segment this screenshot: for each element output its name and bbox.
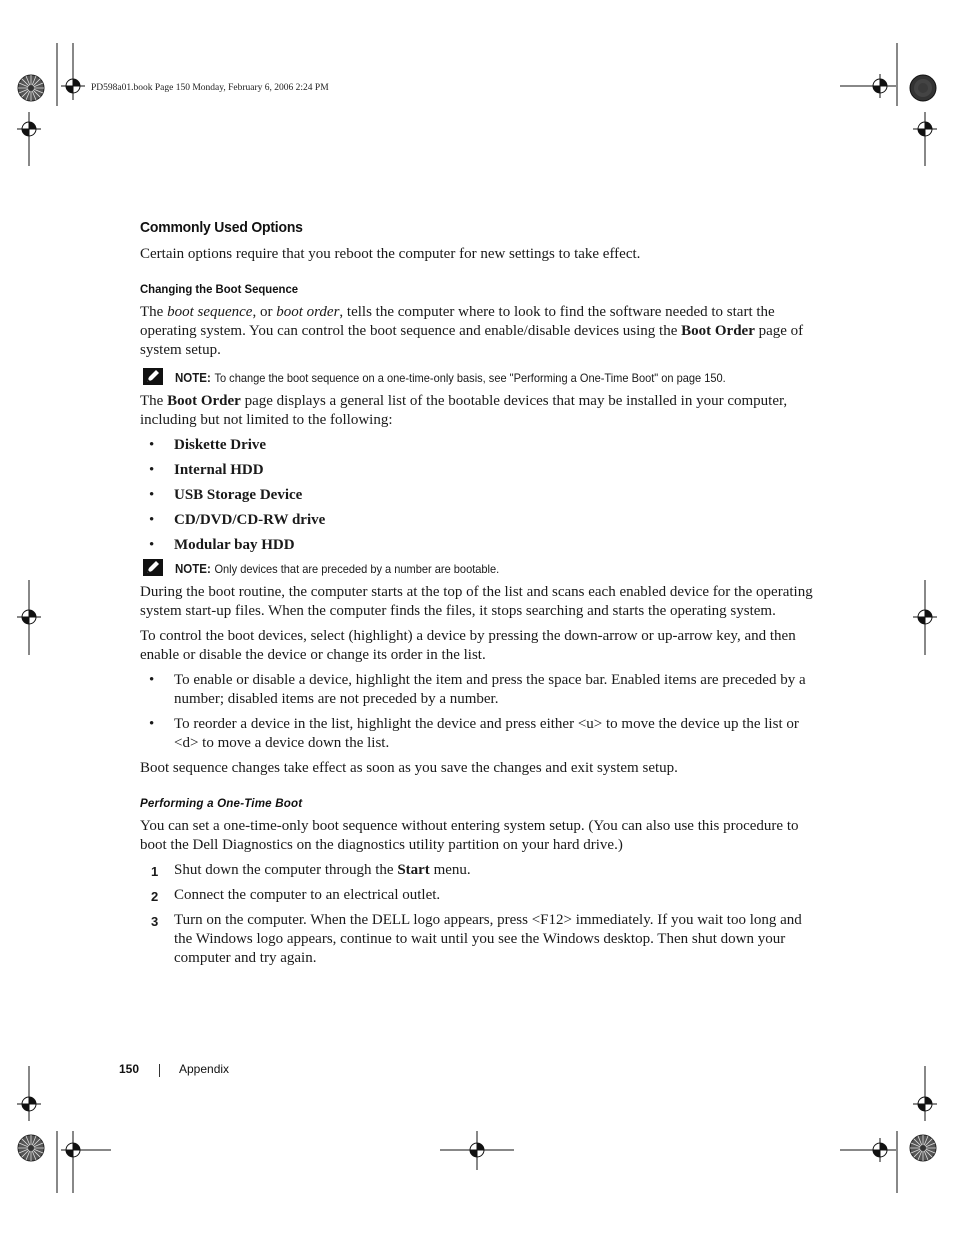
registration-mark-icon <box>61 74 85 98</box>
note-label: NOTE: <box>175 371 211 385</box>
bootable-device-list <box>140 436 814 555</box>
boot-changes-paragraph: Boot sequence changes take effect as soon as you save the changes and exit system setup. <box>140 760 678 776</box>
footer-section-name: Appendix <box>179 1062 230 1076</box>
registration-mark-icon <box>17 605 41 629</box>
registration-mark-icon <box>61 1138 85 1162</box>
one-time-boot-heading: Performing a One-Time Boot <box>140 796 303 810</box>
instruction-list <box>140 671 814 753</box>
boot-routine-paragraph: During the boot routine, the computer starts at the top of the list and scans each enabled device for the operating system start-up files. When the computer finds the files, it stops searching and starts the operating system. <box>140 584 813 619</box>
page-number: 150 <box>119 1062 140 1076</box>
list-item: • CD/DVD/CD-RW drive <box>149 512 326 528</box>
list-item: • Modular bay HDD <box>149 537 295 553</box>
list-item: • Internal HDD <box>149 462 264 478</box>
pencil-note-icon <box>143 559 163 576</box>
registration-mark-icon <box>913 1092 937 1116</box>
registration-mark-icon <box>913 605 937 629</box>
section-intro: Certain options require that you reboot the computer for new settings to take effect. <box>140 246 641 262</box>
list-item: • USB Storage Device <box>149 487 303 503</box>
one-time-boot-steps <box>140 861 814 968</box>
color-target-icon <box>18 75 44 101</box>
note-label: NOTE: <box>175 562 211 576</box>
boot-sequence-paragraph: The boot sequence, or boot order, tells the computer where to look to find the software needed to start the operating system. You can control the boot sequence and enable/disable devices using the Boot Order page of system setup. <box>140 304 804 358</box>
registration-mark-icon <box>465 1138 489 1162</box>
boot-order-paragraph: The Boot Order page displays a general list of the bootable devices that may be installed in your computer, including but not limited to the following: <box>140 393 788 428</box>
color-target-icon <box>910 75 936 101</box>
note-one-time-boot <box>140 370 814 386</box>
list-item: • To reorder a device in the list, highlight the device and press either <u> to move the device up the list or <d> to move a device down the list. <box>149 716 799 751</box>
color-target-icon <box>18 1135 44 1161</box>
control-devices-paragraph: To control the boot devices, select (highlight) a device by pressing the down-arrow or up-arrow key, and then enable or disable the device or change its order in the list. <box>140 628 796 663</box>
note-text: Only devices that are preceded by a number are bootable. <box>214 562 500 576</box>
registration-mark-icon <box>17 1092 41 1116</box>
section-title: Commonly Used Options <box>140 219 303 236</box>
list-item: • To enable or disable a device, highlight the item and press the space bar. Enabled items are preceded by a number; disabled items are not preceded by a number. <box>149 672 806 707</box>
list-item: 2 Connect the computer to an electrical outlet. <box>151 887 441 904</box>
registration-mark-icon <box>17 117 41 141</box>
print-slug: PD598a01.book Page 150 Monday, February 6, 2006 2:24 PM <box>91 83 329 93</box>
registration-mark-icon <box>868 1138 892 1162</box>
note-text: To change the boot sequence on a one-time-only basis, see "Performing a One-Time Boot" on page 150. <box>214 371 726 385</box>
boot-sequence-heading: Changing the Boot Sequence <box>140 282 299 296</box>
list-item: 3 Turn on the computer. When the DELL logo appears, press <F12> immediately. If you wait too long and the Windows logo appears, continue to wait until you see the Windows desktop. Then shut down your computer and try again. <box>151 912 802 966</box>
pencil-note-icon <box>143 368 163 385</box>
list-item: • Diskette Drive <box>149 437 267 453</box>
note-bootable-devices <box>140 561 814 577</box>
list-item: 1 Shut down the computer through the Start menu. <box>151 862 471 879</box>
registration-mark-icon <box>913 117 937 141</box>
registration-mark-icon <box>868 74 892 98</box>
one-time-boot-intro: You can set a one-time-only boot sequence without entering system setup. (You can also use this procedure to boot the Dell Diagnostics on the diagnostics utility partition on your hard drive.) <box>140 818 799 853</box>
page-content <box>140 219 814 974</box>
footer-divider <box>159 1064 160 1077</box>
color-target-icon <box>910 1135 936 1161</box>
